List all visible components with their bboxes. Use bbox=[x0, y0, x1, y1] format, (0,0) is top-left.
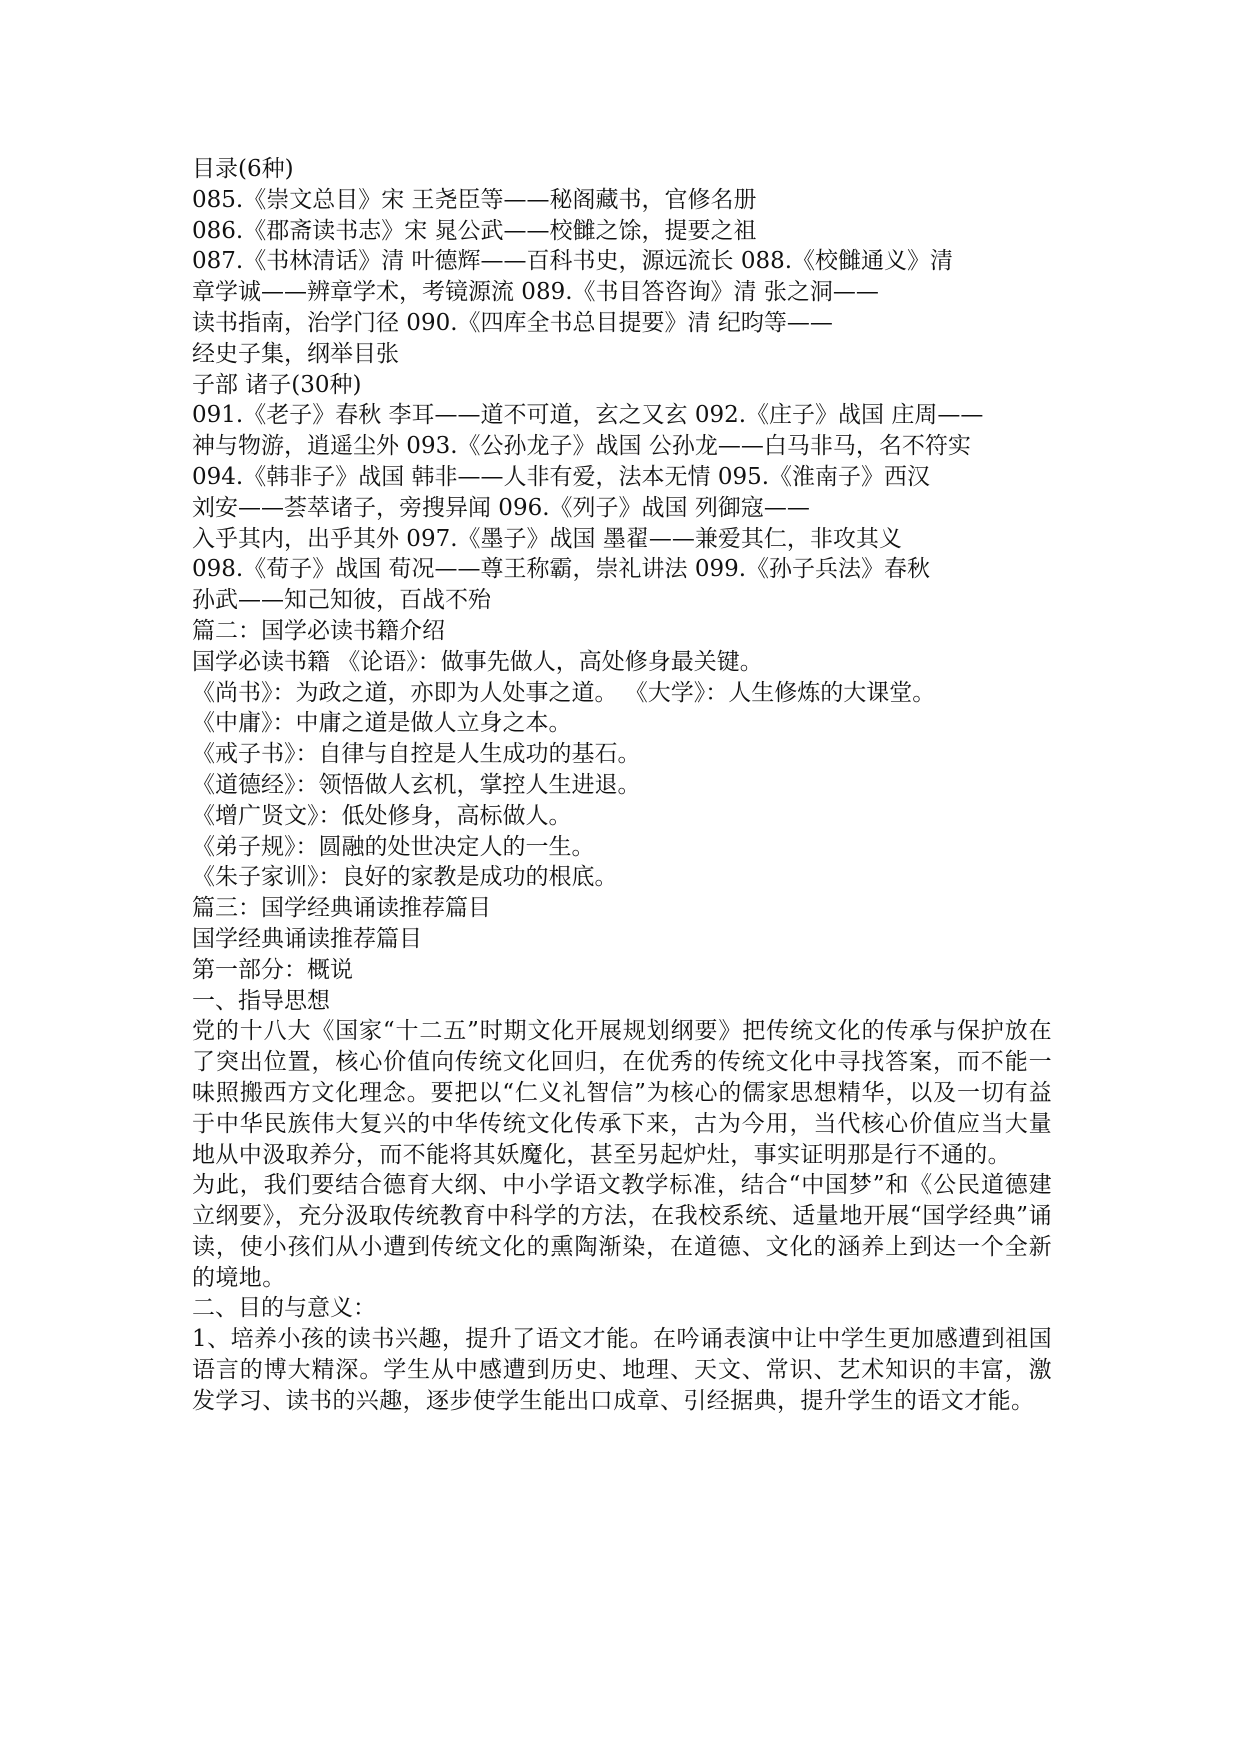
subsection-heading: 二、目的与意义： bbox=[192, 1295, 376, 1322]
document-body bbox=[192, 154, 1052, 1417]
text-line: 《尚书》：为政之道，亦即为人处事之道。 《大学》：人生修炼的大课堂。 bbox=[192, 679, 936, 706]
text-line: 《戒子书》：自律与自控是人生成功的基石。 bbox=[192, 741, 641, 768]
text-line: 《中庸》：中庸之道是做人立身之本。 bbox=[192, 710, 572, 737]
text-line: 国学经典诵读推荐篇目 bbox=[192, 925, 422, 952]
text-line: 087.《书林清话》清 叶德辉——百科书史，源远流长 088.《校雠通义》清 bbox=[192, 248, 954, 275]
text-line: 《弟子规》：圆融的处世决定人的一生。 bbox=[192, 833, 595, 860]
part-heading: 第一部分：概说 bbox=[192, 956, 353, 983]
text-line: 孙武——知己知彼，百战不殆 bbox=[192, 587, 491, 614]
zibu-heading: 子部 诸子(30种) bbox=[192, 371, 362, 398]
text-line: 神与物游，逍遥尘外 093.《公孙龙子》战国 公孙龙——白马非马，名不符实 bbox=[192, 433, 971, 460]
text-line: 刘安——荟萃诸子，旁搜异闻 096.《列子》战国 列御寇—— bbox=[192, 494, 810, 521]
text-line: 《道德经》：领悟做人玄机，掌控人生进退。 bbox=[192, 771, 641, 798]
guiding-paragraph: 党的十八大《国家“十二五”时期文化开展规划纲要》把传统文化的传承与保护放在了突出位置，核心价值向传统文化回归，在优秀的传统文化中寻找答案，而不能一味照搬西方文化理念。要把以“仁义礼智信”为核心的儒家思想精华，以及一切有益于中华民族伟大复兴的中华传统文化传承下来，古为今用，当代核心价值应当大量地从中汲取养分，而不能将其妖魔化，甚至另起炉灶，事实证明那是行不通的。 bbox=[192, 1018, 1052, 1168]
point-paragraph: 1、培养小孩的读书兴趣，提升了语文才能。在吟诵表演中让中学生更加感遭到祖国语言的博大精深。学生从中感遭到历史、地理、天文、常识、艺术知识的丰富，激发学习、读书的兴趣，逐步使学生能出口成章、引经据典，提升学生的语文才能。 bbox=[192, 1326, 1052, 1414]
section-heading: 篇二：国学必读书籍介绍 bbox=[192, 617, 445, 644]
text-line: 085.《崇文总目》宋 王尧臣等——秘阁藏书，官修名册 bbox=[192, 186, 757, 213]
text-line: 《增广贤文》：低处修身，高标做人。 bbox=[192, 802, 572, 829]
text-line: 086.《郡斋读书志》宋 晁公武——校雠之馀，提要之祖 bbox=[192, 217, 757, 244]
purpose-paragraph: 为此，我们要结合德育大纲、中小学语文教学标准，结合“中国梦”和《公民道德建立纲要》，充分汲取传统教育中科学的方法，在我校系统、适量地开展“国学经典”诵读，使小孩们从小遭到传统文化的熏陶渐染，在道德、文化的涵养上到达一个全新的境地。 bbox=[192, 1172, 1052, 1291]
text-line: 读书指南，治学门径 090.《四库全书总目提要》清 纪昀等—— bbox=[192, 309, 833, 336]
text-line: 091.《老子》春秋 李耳——道不可道，玄之又玄 092.《庄子》战国 庄周—— bbox=[192, 402, 984, 429]
text-line: 经史子集，纲举目张 bbox=[192, 340, 399, 367]
text-line: 094.《韩非子》战国 韩非——人非有爱，法本无情 095.《淮南子》西汉 bbox=[192, 463, 931, 490]
text-line: 入乎其内，出乎其外 097.《墨子》战国 墨翟——兼爱其仁，非攻其义 bbox=[192, 525, 902, 552]
text-line: 098.《荀子》战国 荀况——尊王称霸，崇礼讲法 099.《孙子兵法》春秋 bbox=[192, 556, 931, 583]
text-line: 国学必读书籍 《论语》：做事先做人，高处修身最关键。 bbox=[192, 648, 763, 675]
text-line: 章学诚——辨章学术，考镜源流 089.《书目答咨询》清 张之洞—— bbox=[192, 279, 879, 306]
text-line: 《朱子家训》：良好的家教是成功的根底。 bbox=[192, 864, 618, 891]
catalog-heading: 目录(6种) bbox=[192, 156, 294, 182]
section-heading: 篇三：国学经典诵读推荐篇目 bbox=[192, 895, 491, 922]
subsection-heading: 一、指导思想 bbox=[192, 987, 330, 1014]
